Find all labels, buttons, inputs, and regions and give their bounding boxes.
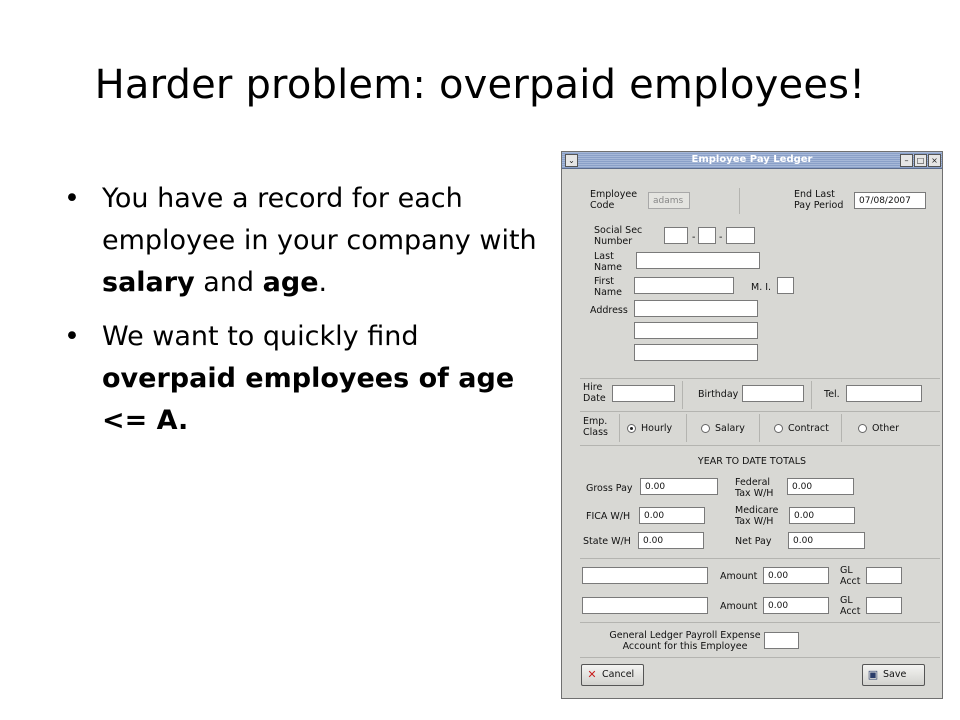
mi-label: M. I. [751, 282, 772, 293]
divider [580, 558, 940, 559]
bullet-item: • We want to quickly find overpaid employees of age <= A. [64, 321, 515, 436]
birthday-field[interactable] [742, 385, 804, 402]
gl-acct2-label: GL Acct [840, 595, 861, 617]
divider [686, 414, 687, 442]
gl-acct1-field[interactable] [866, 567, 902, 584]
hourly-radio[interactable] [627, 424, 636, 433]
last-name-label: Last Name [594, 251, 623, 273]
cancel-icon: ✕ [587, 668, 597, 681]
net-pay-label: Net Pay [735, 536, 772, 547]
bullet-list [62, 178, 542, 454]
employee-pay-ledger-window [561, 151, 943, 699]
ssn-part2-field[interactable] [698, 227, 716, 244]
fica-label: FICA W/H [586, 511, 631, 522]
window-titlebar[interactable] [562, 152, 942, 169]
cancel-button[interactable] [581, 664, 644, 686]
hourly-label: Hourly [641, 423, 673, 434]
gl-payroll-label: General Ledger Payroll Expense Account for this Employee [609, 630, 761, 652]
contract-radio[interactable] [774, 424, 783, 433]
ytd-heading: YEAR TO DATE TOTALS [697, 456, 807, 467]
address-line1-field[interactable] [634, 300, 758, 317]
tel-label: Tel. [824, 389, 840, 400]
end-last-pay-period-field[interactable]: 07/08/2007 [854, 192, 926, 209]
divider [739, 188, 740, 214]
tel-field[interactable] [846, 385, 922, 402]
gl-acct1-label: GL Acct [840, 565, 861, 587]
employee-code-field[interactable]: adams [648, 192, 690, 209]
ssn-dash: - [692, 232, 696, 243]
divider [841, 414, 842, 442]
first-name-label: First Name [594, 276, 623, 298]
address-line3-field[interactable] [634, 344, 758, 361]
amount2-label: Amount [720, 601, 758, 612]
ssn-part3-field[interactable] [726, 227, 755, 244]
window-title: Employee Pay Ledger [691, 154, 813, 165]
amount1-label: Amount [720, 571, 758, 582]
address-label: Address [590, 305, 628, 316]
ssn-part1-field[interactable] [664, 227, 688, 244]
save-button[interactable] [862, 664, 925, 686]
save-disk-icon: ▣ [867, 668, 879, 681]
medicare-tax-field[interactable]: 0.00 [789, 507, 855, 524]
divider [811, 381, 812, 409]
divider [580, 622, 940, 623]
gross-pay-field[interactable]: 0.00 [640, 478, 718, 495]
minimize-icon[interactable]: – [900, 154, 913, 167]
other-label: Other [872, 423, 899, 434]
ssn-dash: - [719, 232, 723, 243]
divider [580, 657, 940, 658]
gl-payroll-field[interactable] [764, 632, 799, 649]
amount1-field[interactable]: 0.00 [763, 567, 829, 584]
description2-field[interactable] [582, 597, 708, 614]
window-menu-icon[interactable]: ⌄ [565, 154, 578, 167]
fica-field[interactable]: 0.00 [639, 507, 705, 524]
federal-tax-field[interactable]: 0.00 [787, 478, 854, 495]
gross-pay-label: Gross Pay [586, 483, 633, 494]
medicare-tax-label: Medicare Tax W/H [735, 505, 779, 527]
divider [580, 445, 940, 446]
net-pay-field[interactable]: 0.00 [788, 532, 865, 549]
mi-field[interactable] [777, 277, 794, 294]
hire-date-field[interactable] [612, 385, 675, 402]
slide-title: Harder problem: overpaid employees! [94, 62, 866, 108]
emp-class-label: Emp. Class [583, 416, 608, 438]
hire-date-label: Hire Date [583, 382, 606, 404]
divider [580, 378, 940, 379]
contract-label: Contract [788, 423, 829, 434]
gl-acct2-field[interactable] [866, 597, 902, 614]
divider [682, 381, 683, 409]
last-name-field[interactable] [636, 252, 760, 269]
cancel-label: Cancel [602, 669, 635, 680]
maximize-icon[interactable]: □ [914, 154, 927, 167]
end-last-pay-period-label: End Last Pay Period [794, 189, 844, 211]
address-line2-field[interactable] [634, 322, 758, 339]
amount2-field[interactable]: 0.00 [763, 597, 829, 614]
bullet-item: • You have a record for each employee in your company with salary and age. [64, 183, 537, 298]
employee-code-label: Employee Code [590, 189, 638, 211]
birthday-label: Birthday [698, 389, 739, 400]
state-wh-label: State W/H [583, 536, 631, 547]
divider [619, 414, 620, 442]
social-sec-label: Social Sec Number [594, 225, 643, 247]
other-radio[interactable] [858, 424, 867, 433]
salary-radio[interactable] [701, 424, 710, 433]
divider [759, 414, 760, 442]
state-wh-field[interactable]: 0.00 [638, 532, 704, 549]
salary-label: Salary [715, 423, 745, 434]
description1-field[interactable] [582, 567, 708, 584]
save-label: Save [883, 669, 907, 680]
close-icon[interactable]: × [928, 154, 941, 167]
federal-tax-label: Federal Tax W/H [735, 477, 774, 499]
first-name-field[interactable] [634, 277, 734, 294]
divider [580, 411, 940, 412]
